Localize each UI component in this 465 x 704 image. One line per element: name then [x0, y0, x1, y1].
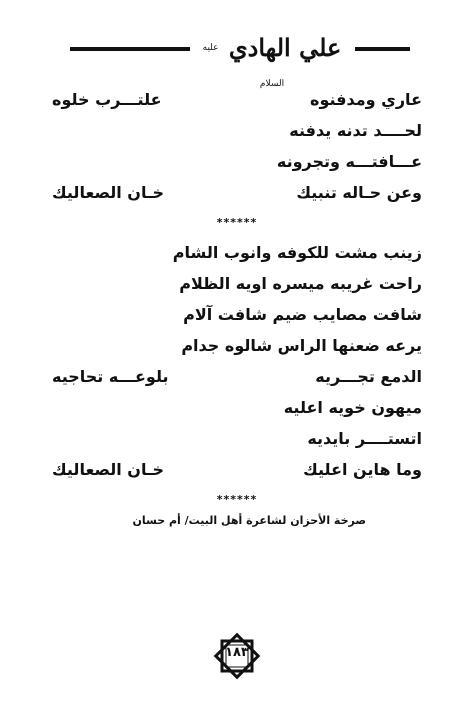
- hemistich: اتستــــر بايديه: [307, 429, 422, 448]
- hemistich: زينب مشت للكوفه وانوب الشام: [172, 243, 422, 262]
- hemistich: وما هاين اعليك: [303, 460, 422, 479]
- poem-body: [52, 84, 422, 514]
- poem-line: [52, 237, 422, 268]
- header-title: [192, 30, 352, 89]
- hemistich: علتـــرب خلوه: [52, 90, 162, 109]
- header-rule-left: [70, 47, 190, 51]
- hemistich: راحت غريبه ميسره اويه الظلام: [179, 274, 422, 293]
- poem-line: [52, 423, 422, 454]
- stanza-separator: ******: [216, 216, 258, 229]
- stanza-separator: ******: [216, 493, 258, 506]
- poem-line: [52, 115, 422, 146]
- hemistich: وعن حـاله تنبيك: [296, 183, 422, 202]
- poem-line: [52, 177, 422, 208]
- hemistich: يرعه ضعنها الراس شالوه جدام: [181, 336, 422, 355]
- hemistich: الدمع تجـــريه: [315, 367, 422, 386]
- hemistich: بلوعـــه تحاجيه: [52, 367, 169, 386]
- poem-line: [52, 392, 422, 423]
- poem-line: [52, 146, 422, 177]
- hemistich: ميهون خويه اعليه: [283, 398, 422, 417]
- poem-line: [52, 268, 422, 299]
- hemistich: شافت مصايب ضيم شافت آلام: [183, 305, 422, 324]
- page-number: ١٨٣: [225, 645, 249, 660]
- page-number-badge: [213, 630, 261, 682]
- hemistich: خـان الصعاليك: [52, 460, 164, 479]
- poem-line: [52, 454, 422, 485]
- poem-line: [52, 361, 422, 392]
- header-rule-right: [355, 47, 410, 51]
- source-citation: صرخة الأحزان لشاعرة أهل البيت/ أم حسان: [132, 514, 366, 527]
- poem-line: [52, 330, 422, 361]
- hemistich: عـــافتـــه وتجرونه: [276, 152, 422, 171]
- poem-line: [52, 84, 422, 115]
- hemistich: عاري ومدفنوه: [310, 90, 422, 109]
- header-title-text: علي الهادي: [228, 33, 342, 62]
- hemistich: لحــــد تدنه يدفنه: [289, 121, 422, 140]
- header-subtitle: عليه السلام: [202, 43, 285, 89]
- page-header: [70, 30, 410, 89]
- poem-line: [52, 299, 422, 330]
- hemistich: خـان الصعاليك: [52, 183, 164, 202]
